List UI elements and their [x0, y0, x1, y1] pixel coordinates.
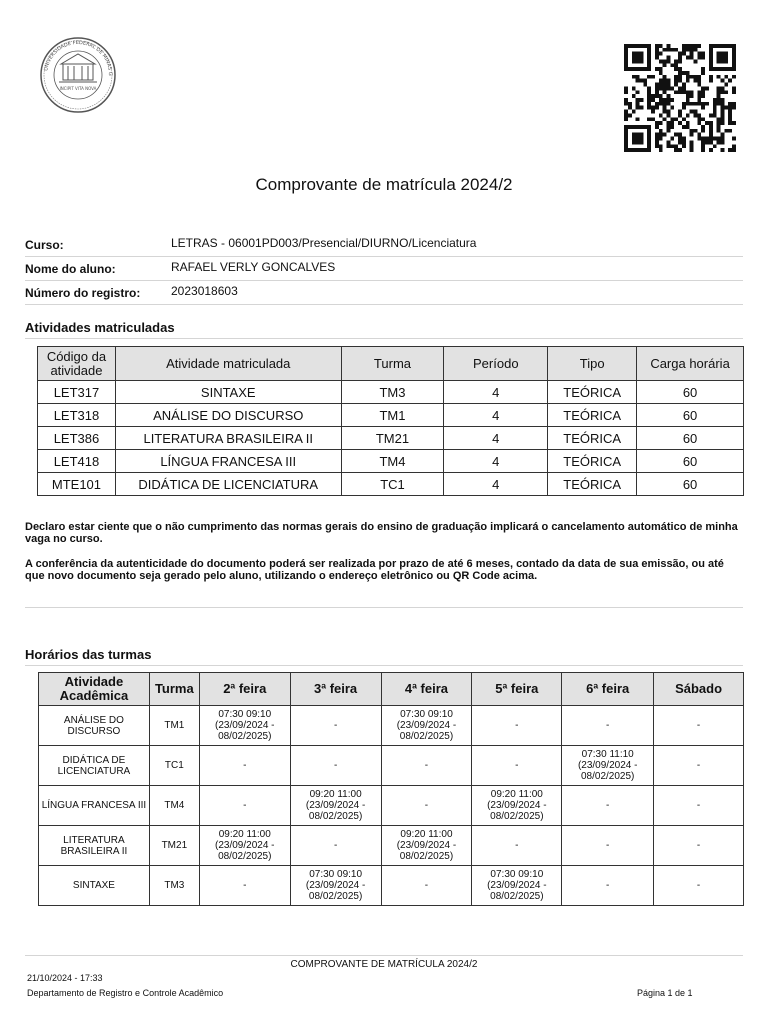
footer-page-number: Página 1 de 1: [637, 988, 693, 998]
nome-label: Nome do aluno:: [25, 262, 116, 276]
cell-turma: TM4: [341, 450, 444, 473]
cell-quinta: -: [472, 826, 562, 866]
svg-text:UNIVERSIDADE FEDERAL DE MINAS: UNIVERSIDADE FEDERAL DE MINAS G: [43, 39, 114, 76]
cell-atividade: LITERATURA BRASILEIRA II: [115, 427, 341, 450]
cell-segunda: -: [199, 746, 290, 786]
cell-sexta: -: [562, 786, 654, 826]
cell-codigo: LET318: [38, 404, 116, 427]
info-curso: [25, 232, 743, 257]
cell-periodo: 4: [444, 381, 548, 404]
horarios-section-title: Horários das turmas: [25, 647, 743, 666]
cell-segunda: 09:20 11:00 (23/09/2024 - 08/02/2025): [199, 826, 290, 866]
cell-codigo: LET386: [38, 427, 116, 450]
atividades-section-title: Atividades matriculadas: [25, 320, 743, 339]
atividades-table: [37, 346, 744, 496]
cell-carga: 60: [637, 473, 744, 496]
cell-turma: TM1: [341, 404, 444, 427]
cell-turma: TC1: [149, 746, 199, 786]
cell-carga: 60: [637, 381, 744, 404]
header-sexta: 6ª feira: [562, 673, 654, 706]
cell-tipo: TEÓRICA: [548, 404, 637, 427]
table-row: [38, 427, 744, 450]
cell-turma: TC1: [341, 473, 444, 496]
footer-doc-name: COMPROVANTE DE MATRÍCULA 2024/2: [290, 959, 478, 970]
note-authenticity: A conferência da autenticidade do documento poderá ser realizada por prazo de até 6 meses, contado da data de sua emissão, ou até que novo documento seja gerado pelo aluno, utilizando o endereço eletrônico ou QR Code acima.: [25, 558, 724, 582]
cell-sabado: -: [654, 826, 744, 866]
table-row: [38, 473, 744, 496]
cell-terca: -: [290, 826, 381, 866]
divider: [25, 607, 743, 608]
cell-terca: -: [290, 706, 381, 746]
cell-codigo: LET317: [38, 381, 116, 404]
header-terca: 3ª feira: [290, 673, 381, 706]
cell-periodo: 4: [444, 404, 548, 427]
cell-quinta: 09:20 11:00 (23/09/2024 - 08/02/2025): [472, 786, 562, 826]
cell-segunda: 07:30 09:10 (23/09/2024 - 08/02/2025): [199, 706, 290, 746]
cell-turma: TM3: [341, 381, 444, 404]
header-sabado: Sábado: [654, 673, 744, 706]
header-codigo: Código da atividade: [38, 347, 116, 381]
cell-periodo: 4: [444, 427, 548, 450]
cell-terca: 07:30 09:10 (23/09/2024 - 08/02/2025): [290, 866, 381, 906]
cell-segunda: -: [199, 866, 290, 906]
cell-atividade: ANÁLISE DO DISCURSO: [115, 404, 341, 427]
info-registro: [25, 280, 743, 305]
cell-periodo: 4: [444, 450, 548, 473]
table-row: [39, 786, 744, 826]
university-seal: [39, 36, 117, 114]
header-turma: Turma: [341, 347, 444, 381]
cell-atividade: DIDÁTICA DE LICENCIATURA: [115, 473, 341, 496]
cell-atividade: SINTAXE: [115, 381, 341, 404]
cell-sabado: -: [654, 706, 744, 746]
header-segunda: 2ª feira: [199, 673, 290, 706]
note-declaration: Declaro estar ciente que o não cumprimento das normas gerais do ensino de graduação implicará o cancelamento automático de minha vaga no curso.: [25, 521, 738, 545]
cell-atividade: ANÁLISE DO DISCURSO: [39, 706, 150, 746]
cell-sexta: -: [562, 826, 654, 866]
curso-label: Curso:: [25, 238, 64, 252]
header-atividade: Atividade matriculada: [115, 347, 341, 381]
cell-sexta: -: [562, 706, 654, 746]
cell-tipo: TEÓRICA: [548, 473, 637, 496]
cell-carga: 60: [637, 450, 744, 473]
header-turma: Turma: [149, 673, 199, 706]
cell-quinta: -: [472, 746, 562, 786]
cell-quarta: -: [381, 786, 472, 826]
cell-carga: 60: [637, 427, 744, 450]
header-quinta: 5ª feira: [472, 673, 562, 706]
registro-value: 2023018603: [171, 284, 238, 298]
qr-code[interactable]: [624, 44, 736, 152]
cell-atividade: DIDÁTICA DE LICENCIATURA: [39, 746, 150, 786]
header-atividade-academica: Atividade Acadêmica: [39, 673, 150, 706]
cell-quarta: -: [381, 746, 472, 786]
footer-divider: [25, 955, 743, 956]
cell-terca: -: [290, 746, 381, 786]
cell-sabado: -: [654, 746, 744, 786]
cell-codigo: LET418: [38, 450, 116, 473]
table-row: [39, 746, 744, 786]
nome-value: RAFAEL VERLY GONCALVES: [171, 260, 336, 274]
cell-periodo: 4: [444, 473, 548, 496]
cell-atividade: LÍNGUA FRANCESA III: [115, 450, 341, 473]
cell-tipo: TEÓRICA: [548, 450, 637, 473]
header-periodo: Período: [444, 347, 548, 381]
info-nome: [25, 256, 743, 281]
header-carga: Carga horária: [637, 347, 744, 381]
cell-turma: TM21: [149, 826, 199, 866]
cell-sabado: -: [654, 786, 744, 826]
cell-codigo: MTE101: [38, 473, 116, 496]
cell-turma: TM1: [149, 706, 199, 746]
cell-atividade: SINTAXE: [39, 866, 150, 906]
table-row: [39, 706, 744, 746]
page-title: Comprovante de matrícula 2024/2: [255, 175, 513, 194]
table-row: [38, 381, 744, 404]
cell-sexta: 07:30 11:10 (23/09/2024 - 08/02/2025): [562, 746, 654, 786]
cell-tipo: TEÓRICA: [548, 427, 637, 450]
cell-turma: TM4: [149, 786, 199, 826]
registro-label: Número do registro:: [25, 286, 141, 300]
footer-datetime: 21/10/2024 - 17:33: [27, 973, 103, 983]
table-row: [39, 866, 744, 906]
cell-tipo: TEÓRICA: [548, 381, 637, 404]
cell-quarta: 09:20 11:00 (23/09/2024 - 08/02/2025): [381, 826, 472, 866]
cell-terca: 09:20 11:00 (23/09/2024 - 08/02/2025): [290, 786, 381, 826]
cell-turma: TM3: [149, 866, 199, 906]
cell-quinta: -: [472, 706, 562, 746]
table-row: [38, 404, 744, 427]
cell-atividade: LITERATURA BRASILEIRA II: [39, 826, 150, 866]
table-row: [38, 450, 744, 473]
cell-atividade: LÍNGUA FRANCESA III: [39, 786, 150, 826]
cell-turma: TM21: [341, 427, 444, 450]
cell-sabado: -: [654, 866, 744, 906]
cell-quinta: 07:30 09:10 (23/09/2024 - 08/02/2025): [472, 866, 562, 906]
curso-value: LETRAS - 06001PD003/Presencial/DIURNO/Licenciatura: [171, 236, 477, 250]
footer-department: Departamento de Registro e Controle Acadêmico: [27, 988, 224, 998]
cell-sexta: -: [562, 866, 654, 906]
cell-carga: 60: [637, 404, 744, 427]
cell-segunda: -: [199, 786, 290, 826]
table-row: [39, 826, 744, 866]
cell-quarta: 07:30 09:10 (23/09/2024 - 08/02/2025): [381, 706, 472, 746]
header-tipo: Tipo: [548, 347, 637, 381]
horarios-table: [38, 672, 744, 906]
svg-text:INCIPIT VITA NOVA: INCIPIT VITA NOVA: [59, 86, 97, 91]
cell-quarta: -: [381, 866, 472, 906]
header-quarta: 4ª feira: [381, 673, 472, 706]
